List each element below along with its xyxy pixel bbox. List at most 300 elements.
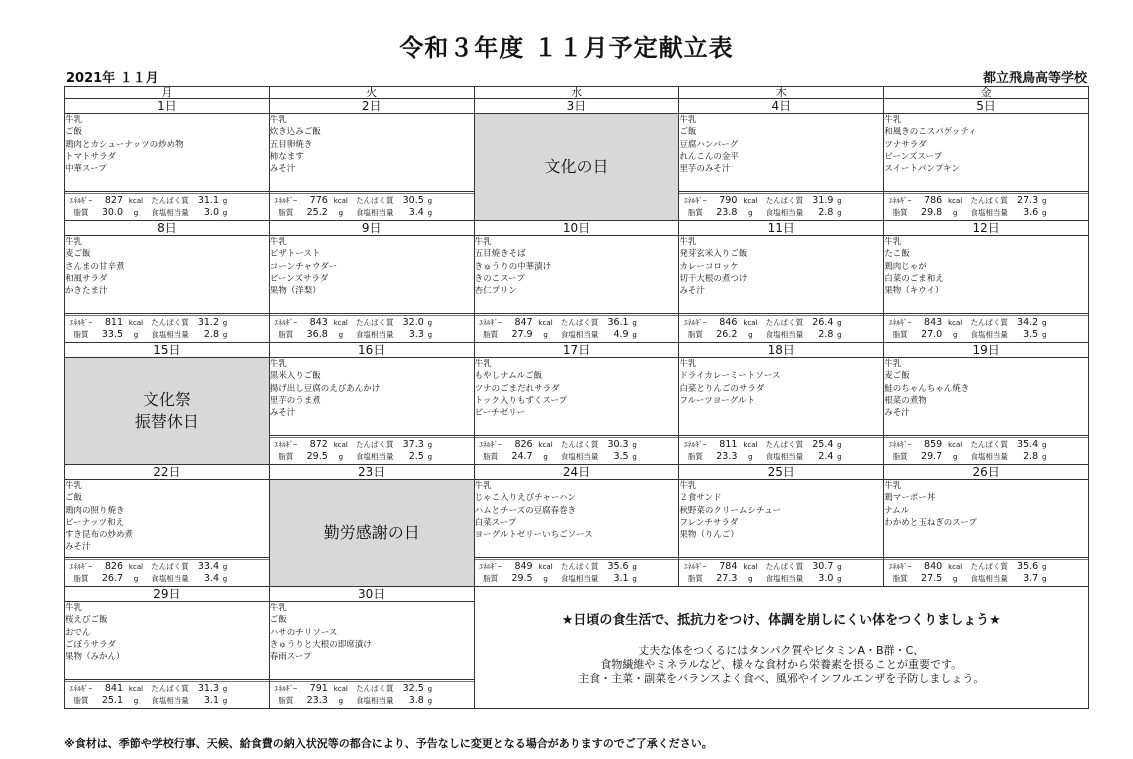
nutrition-line-2 — [270, 329, 474, 341]
energy-label: ｴﾈﾙｷﾞｰ — [69, 562, 93, 571]
protein-value: 35.4 — [1017, 439, 1039, 450]
fat-value: 23.8 — [716, 207, 738, 218]
nutrition-line-2 — [475, 329, 679, 341]
date-cell: 23日 — [269, 465, 474, 480]
gram-unit: g — [632, 575, 637, 583]
gram-unit: g — [427, 331, 433, 339]
energy-value: 859 — [924, 439, 943, 450]
date-cell: 5日 — [884, 99, 1089, 114]
energy-label: ｴﾈﾙｷﾞｰ — [684, 440, 707, 449]
energy-value: 786 — [924, 195, 943, 206]
nutrition-line-1 — [475, 561, 679, 573]
date-row — [65, 99, 1089, 114]
nutrition-line-1 — [65, 683, 269, 695]
fat-value: 29.5 — [511, 573, 533, 584]
menu-item: フレンチサラダ — [679, 517, 739, 528]
energy-value: 841 — [104, 683, 123, 694]
salt-value: 2.8 — [818, 329, 834, 340]
gram-unit: g — [133, 575, 139, 583]
salt-label: 食塩相当量 — [765, 330, 804, 339]
nutrition-cell — [884, 314, 1089, 343]
kcal-unit: kcal — [128, 197, 144, 205]
gram-unit: g — [1041, 575, 1047, 583]
energy-label: ｴﾈﾙｷﾞｰ — [888, 440, 912, 449]
menu-item: 牛乳 — [884, 359, 902, 369]
gram-unit: g — [952, 575, 958, 583]
protein-label: たんぱく質 — [356, 684, 394, 693]
protein-value: 35.6 — [607, 561, 629, 572]
year-month-label: 2021年 １１月 — [66, 71, 159, 86]
salt-value: 3.6 — [1023, 207, 1039, 218]
gram-unit: g — [952, 209, 958, 217]
gram-unit: g — [1041, 453, 1047, 461]
energy-value: 776 — [309, 195, 328, 206]
menu-item: 根菜の煮物 — [884, 395, 927, 406]
fat-label: 脂質 — [687, 330, 703, 339]
salt-value: 3.4 — [203, 573, 219, 584]
nutrition-line-2 — [884, 451, 1088, 463]
nutrition-line-1 — [884, 561, 1088, 573]
fat-value: 25.1 — [101, 695, 123, 706]
protein-label: たんぱく質 — [151, 318, 189, 327]
kcal-unit: kcal — [743, 441, 758, 449]
date-cell: 9日 — [269, 221, 474, 236]
nutrition-info — [65, 193, 269, 219]
salt-label: 食塩相当量 — [765, 452, 804, 461]
gram-unit: g — [748, 331, 753, 339]
gram-unit: g — [427, 441, 433, 449]
nutrition-cell — [65, 558, 270, 587]
holiday-label: 文化の日 — [544, 157, 609, 176]
gram-unit: g — [1041, 197, 1047, 205]
menu-item: ナムル — [884, 505, 910, 516]
protein-label: たんぱく質 — [151, 196, 189, 205]
fat-label: 脂質 — [278, 452, 294, 461]
salt-label: 食塩相当量 — [356, 452, 394, 461]
protein-value: 30.7 — [812, 561, 834, 572]
menu-items-cell — [679, 114, 884, 192]
menu-items-cell — [65, 114, 270, 192]
nutrition-info — [65, 315, 269, 341]
gram-unit: g — [632, 453, 637, 461]
nutrition-info — [475, 315, 679, 341]
energy-label: ｴﾈﾙｷﾞｰ — [274, 196, 298, 205]
menu-item: みそ汁 — [884, 408, 910, 419]
nutrition-cell — [65, 680, 270, 709]
menu-items-cell — [679, 236, 884, 314]
salt-label: 食塩相当量 — [356, 330, 394, 339]
gram-unit: g — [837, 575, 842, 583]
menu-items-cell — [269, 602, 474, 680]
gram-unit: g — [222, 331, 228, 339]
menu-item: みそ汁 — [269, 164, 296, 175]
nutrition-cell — [65, 314, 270, 343]
fat-value: 23.3 — [716, 451, 738, 462]
fat-value: 29.5 — [306, 451, 328, 462]
nutrition-line-2 — [884, 329, 1088, 341]
salt-value: 3.5 — [613, 451, 629, 462]
protein-label: たんぱく質 — [970, 562, 1008, 571]
salt-value: 2.8 — [1023, 451, 1039, 462]
protein-value: 32.5 — [402, 683, 424, 694]
menu-item: トマトサラダ — [65, 151, 116, 162]
nutrition-line-1 — [475, 317, 679, 329]
nutrition-line-2 — [65, 695, 269, 707]
menu-item: 牛乳 — [269, 115, 287, 125]
kcal-unit: kcal — [333, 319, 348, 327]
fat-label: 脂質 — [483, 452, 499, 461]
menu-item: ご飯 — [65, 493, 83, 504]
menu-item: 牛乳 — [884, 237, 902, 247]
message-body — [475, 644, 1088, 686]
menu-item: 麦ご飯 — [65, 249, 91, 260]
salt-value: 2.8 — [203, 329, 219, 340]
date-cell: 1日 — [65, 99, 270, 114]
menu-items-row — [65, 480, 1089, 558]
date-cell: 16日 — [269, 343, 474, 358]
message-line: 食物繊維やミネラルなど、様々な食材から栄養素を摂ることが重要です。 — [600, 658, 963, 671]
salt-label: 食塩相当量 — [356, 696, 394, 705]
gram-unit: g — [952, 453, 958, 461]
menu-item: トック入りもずくスープ — [474, 395, 567, 406]
protein-value: 27.3 — [1017, 195, 1039, 206]
fat-label: 脂質 — [687, 574, 703, 583]
kcal-unit: kcal — [743, 319, 758, 327]
menu-item: ビーンズスープ — [884, 151, 943, 162]
gram-unit: g — [133, 209, 139, 217]
menu-item: 牛乳 — [65, 481, 83, 491]
energy-value: 843 — [924, 317, 943, 328]
menu-item: 中華スープ — [65, 164, 107, 175]
gram-unit: g — [222, 563, 228, 571]
nutrition-line-2 — [65, 329, 269, 341]
nutrition-cell — [679, 192, 884, 221]
gram-unit: g — [632, 319, 637, 327]
menu-item: 鶏肉の照り焼き — [65, 505, 125, 516]
protein-value: 33.4 — [197, 561, 219, 572]
energy-label: ｴﾈﾙｷﾞｰ — [888, 196, 912, 205]
fat-value: 27.3 — [716, 573, 738, 584]
menu-item: きゅうりと大根の即席漬け — [269, 639, 372, 650]
kcal-unit: kcal — [333, 685, 348, 693]
fat-label: 脂質 — [892, 452, 908, 461]
nutrition-info — [884, 315, 1088, 341]
message-line: 丈夫な体をつくるにはタンパク質やビタミンA・B群・C、 — [638, 644, 925, 657]
menu-item: 牛乳 — [474, 359, 492, 369]
fat-value: 26.2 — [716, 329, 738, 340]
holiday-cell — [269, 480, 474, 587]
energy-value: 784 — [719, 561, 738, 572]
gram-unit: g — [1041, 441, 1047, 449]
gram-unit: g — [1041, 563, 1047, 571]
menu-item: 和風サラダ — [65, 273, 108, 284]
protein-label: たんぱく質 — [765, 440, 804, 449]
kcal-unit: kcal — [948, 441, 963, 449]
holiday-label: 勤労感謝の日 — [323, 523, 420, 542]
protein-value: 30.5 — [402, 195, 424, 206]
menu-item: 発芽玄米入りご飯 — [679, 249, 748, 260]
date-cell: 18日 — [679, 343, 884, 358]
page-title: 令和３年度 １１月予定献立表 — [399, 34, 734, 62]
menu-item: ２食サンド — [679, 493, 722, 504]
energy-label: ｴﾈﾙｷﾞｰ — [684, 196, 707, 205]
salt-label: 食塩相当量 — [765, 574, 804, 583]
menu-item: 牛乳 — [65, 115, 83, 125]
menu-item: ビーンズサラダ — [269, 273, 329, 284]
menu-item: ツナサラダ — [884, 139, 927, 150]
gram-unit: g — [543, 575, 548, 583]
protein-label: たんぱく質 — [356, 196, 394, 205]
protein-value: 34.2 — [1017, 317, 1039, 328]
nutrition-line-2 — [65, 207, 269, 219]
menu-items-row — [65, 236, 1089, 314]
salt-label: 食塩相当量 — [970, 452, 1008, 461]
energy-value: 790 — [719, 195, 738, 206]
gram-unit: g — [837, 563, 842, 571]
nutrition-cell — [884, 192, 1089, 221]
energy-label: ｴﾈﾙｷﾞｰ — [479, 318, 502, 327]
protein-value: 36.1 — [607, 317, 629, 328]
menu-item: 牛乳 — [269, 603, 287, 613]
menu-item: 麦ご飯 — [884, 371, 910, 382]
menu-item: 果物（みかん） — [65, 652, 125, 663]
protein-label: たんぱく質 — [970, 440, 1008, 449]
holiday-cell — [65, 358, 270, 465]
menu-item: ヨーグルトゼリーいちごソース — [474, 530, 593, 541]
energy-value: 827 — [104, 195, 123, 206]
date-cell: 17日 — [474, 343, 679, 358]
gram-unit: g — [427, 697, 433, 705]
day-of-week-header: 月 — [65, 87, 270, 99]
nutrition-line-1 — [884, 317, 1088, 329]
fat-value: 29.7 — [921, 451, 943, 462]
protein-value: 32.0 — [402, 317, 424, 328]
nutrition-line-2 — [679, 451, 883, 463]
date-cell: 29日 — [65, 587, 270, 602]
menu-item: スイートパンプキン — [884, 164, 960, 175]
menu-item: 牛乳 — [474, 481, 492, 491]
fat-label: 脂質 — [483, 574, 499, 583]
date-cell: 3日 — [474, 99, 679, 114]
energy-label: ｴﾈﾙｷﾞｰ — [69, 684, 93, 693]
menu-item: 牛乳 — [65, 603, 83, 613]
menu-item: 里芋のうま煮 — [269, 395, 321, 406]
gram-unit: g — [952, 331, 958, 339]
nutrition-line-1 — [65, 195, 269, 207]
energy-value: 791 — [309, 683, 328, 694]
menu-calendar-table — [64, 86, 1089, 709]
nutrition-info — [270, 437, 474, 463]
nutrition-line-1 — [679, 195, 883, 207]
nutrition-info — [65, 559, 269, 585]
school-name: 都立飛鳥高等学校 — [982, 71, 1087, 86]
holiday-label: 振替休日 — [134, 412, 199, 431]
menu-item: 牛乳 — [679, 481, 697, 491]
menu-item: みそ汁 — [269, 408, 296, 419]
menu-item: 牛乳 — [474, 237, 492, 247]
nutrition-line-2 — [679, 573, 883, 585]
date-row — [65, 587, 1089, 602]
menu-items-cell — [474, 358, 679, 436]
menu-items-cell — [269, 358, 474, 436]
menu-item: コーンチャウダー — [269, 261, 338, 272]
gram-unit: g — [338, 453, 344, 461]
nutrition-info — [679, 437, 883, 463]
menu-item: 鶏肉とカシューナッツの炒め物 — [65, 139, 184, 150]
energy-value: 846 — [719, 317, 738, 328]
protein-value: 26.4 — [812, 317, 834, 328]
kcal-unit: kcal — [743, 563, 758, 571]
gram-unit: g — [632, 441, 637, 449]
fat-value: 27.9 — [511, 329, 533, 340]
menu-items-cell — [474, 480, 679, 558]
menu-item: 黒米入りご飯 — [269, 371, 321, 382]
nutrition-info — [270, 315, 474, 341]
salt-value: 3.4 — [408, 207, 424, 218]
energy-label: ｴﾈﾙｷﾞｰ — [888, 318, 912, 327]
kcal-unit: kcal — [948, 197, 963, 205]
menu-items-cell — [269, 236, 474, 314]
menu-item: フルーツヨーグルト — [679, 395, 755, 406]
nutrition-cell — [679, 436, 884, 465]
kcal-unit: kcal — [333, 197, 348, 205]
menu-item: 白菜スープ — [474, 517, 517, 528]
menu-items-cell — [884, 114, 1089, 192]
menu-item: ピザトースト — [269, 249, 321, 260]
gram-unit: g — [1041, 209, 1047, 217]
salt-label: 食塩相当量 — [970, 330, 1008, 339]
nutrition-cell — [65, 192, 270, 221]
day-of-week-header: 水 — [474, 87, 679, 99]
salt-label: 食塩相当量 — [560, 330, 599, 339]
energy-value: 811 — [719, 439, 738, 450]
fat-value: 26.7 — [101, 573, 123, 584]
salt-value: 3.1 — [613, 573, 629, 584]
menu-item: 桜えびご飯 — [65, 615, 108, 626]
energy-label: ｴﾈﾙｷﾞｰ — [888, 562, 912, 571]
menu-items-row — [65, 358, 1089, 436]
fat-label: 脂質 — [73, 330, 89, 339]
gram-unit: g — [748, 575, 753, 583]
menu-items-cell — [679, 358, 884, 436]
nutrition-info — [884, 559, 1088, 585]
day-of-week-header-row — [65, 87, 1089, 99]
protein-value: 37.3 — [402, 439, 424, 450]
salt-value: 2.4 — [818, 451, 834, 462]
salt-value: 3.1 — [203, 695, 219, 706]
kcal-unit: kcal — [538, 319, 553, 327]
nutrition-line-2 — [475, 451, 679, 463]
salt-value: 4.9 — [613, 329, 629, 340]
energy-label: ｴﾈﾙｷﾞｰ — [684, 562, 707, 571]
kcal-unit: kcal — [948, 563, 963, 571]
menu-item: 白菜のごま和え — [884, 273, 944, 284]
fat-value: 36.8 — [306, 329, 328, 340]
energy-label: ｴﾈﾙｷﾞｰ — [274, 684, 298, 693]
nutrition-row — [65, 558, 1089, 587]
fat-value: 29.8 — [921, 207, 943, 218]
nutrition-line-2 — [679, 329, 883, 341]
menu-item: 果物（キウイ） — [884, 286, 944, 297]
gram-unit: g — [837, 441, 842, 449]
salt-value: 3.5 — [1023, 329, 1039, 340]
date-cell: 19日 — [884, 343, 1089, 358]
menu-items-cell — [679, 480, 884, 558]
menu-items-cell — [65, 480, 270, 558]
menu-item: 豆腐ハンバーグ — [679, 139, 739, 150]
holiday-label: 文化祭 — [142, 390, 191, 409]
date-cell: 24日 — [474, 465, 679, 480]
menu-item: ハサのチリソース — [269, 627, 338, 638]
date-cell: 15日 — [65, 343, 270, 358]
energy-value: 872 — [309, 439, 328, 450]
nutrition-cell — [269, 680, 474, 709]
fat-value: 33.5 — [101, 329, 123, 340]
date-cell: 22日 — [65, 465, 270, 480]
salt-value: 3.3 — [408, 329, 424, 340]
protein-value: 30.3 — [607, 439, 629, 450]
kcal-unit: kcal — [743, 197, 758, 205]
nutrition-info — [65, 681, 269, 707]
footnote: ※食材は、季節や学校行事、天候、給食費の納入状況等の都合により、予告なしに変更となる場合がありますのでご了承ください。 — [64, 737, 713, 750]
date-cell: 12日 — [884, 221, 1089, 236]
gram-unit: g — [837, 209, 842, 217]
date-cell: 10日 — [474, 221, 679, 236]
nutrition-line-2 — [679, 207, 883, 219]
gram-unit: g — [632, 331, 637, 339]
protein-label: たんぱく質 — [356, 440, 394, 449]
menu-item: ごぼうサラダ — [65, 639, 116, 650]
salt-value: 2.8 — [818, 207, 834, 218]
nutrition-cell — [679, 314, 884, 343]
gram-unit: g — [427, 209, 433, 217]
message-line: 主食・主菜・副菜をバランスよく食べ、風邪やインフルエンザを予防しましょう。 — [578, 672, 985, 685]
nutrition-cell — [269, 192, 474, 221]
gram-unit: g — [837, 453, 842, 461]
menu-item: 揚げ出し豆腐のえびあんかけ — [269, 383, 381, 394]
gram-unit: g — [222, 697, 228, 705]
gram-unit: g — [338, 209, 344, 217]
menu-item: 牛乳 — [679, 237, 697, 247]
nutrition-info — [475, 559, 679, 585]
nutrition-line-2 — [270, 207, 474, 219]
menu-item: 鶏肉じゃが — [884, 261, 927, 272]
menu-item: 牛乳 — [679, 115, 697, 125]
protein-label: たんぱく質 — [970, 318, 1008, 327]
menu-item: ご飯 — [269, 615, 287, 626]
protein-label: たんぱく質 — [151, 684, 189, 693]
date-cell: 26日 — [884, 465, 1089, 480]
menu-items-cell — [474, 236, 679, 314]
menu-item: 五目焼きそば — [474, 249, 526, 260]
salt-label: 食塩相当量 — [970, 208, 1008, 217]
nutrition-line-2 — [65, 573, 269, 585]
energy-label: ｴﾈﾙｷﾞｰ — [69, 318, 93, 327]
energy-label: ｴﾈﾙｷﾞｰ — [274, 318, 298, 327]
nutrition-row — [65, 314, 1089, 343]
energy-value: 849 — [514, 561, 533, 572]
protein-label: たんぱく質 — [560, 440, 599, 449]
gram-unit: g — [222, 209, 228, 217]
fat-label: 脂質 — [278, 696, 294, 705]
menu-items-cell — [269, 114, 474, 192]
menu-calendar-body — [65, 99, 1089, 709]
salt-label: 食塩相当量 — [560, 452, 599, 461]
menu-item: 果物（りんご） — [679, 530, 739, 541]
menu-item: みそ汁 — [679, 286, 705, 297]
gram-unit: g — [543, 331, 548, 339]
protein-label: たんぱく質 — [151, 562, 189, 571]
